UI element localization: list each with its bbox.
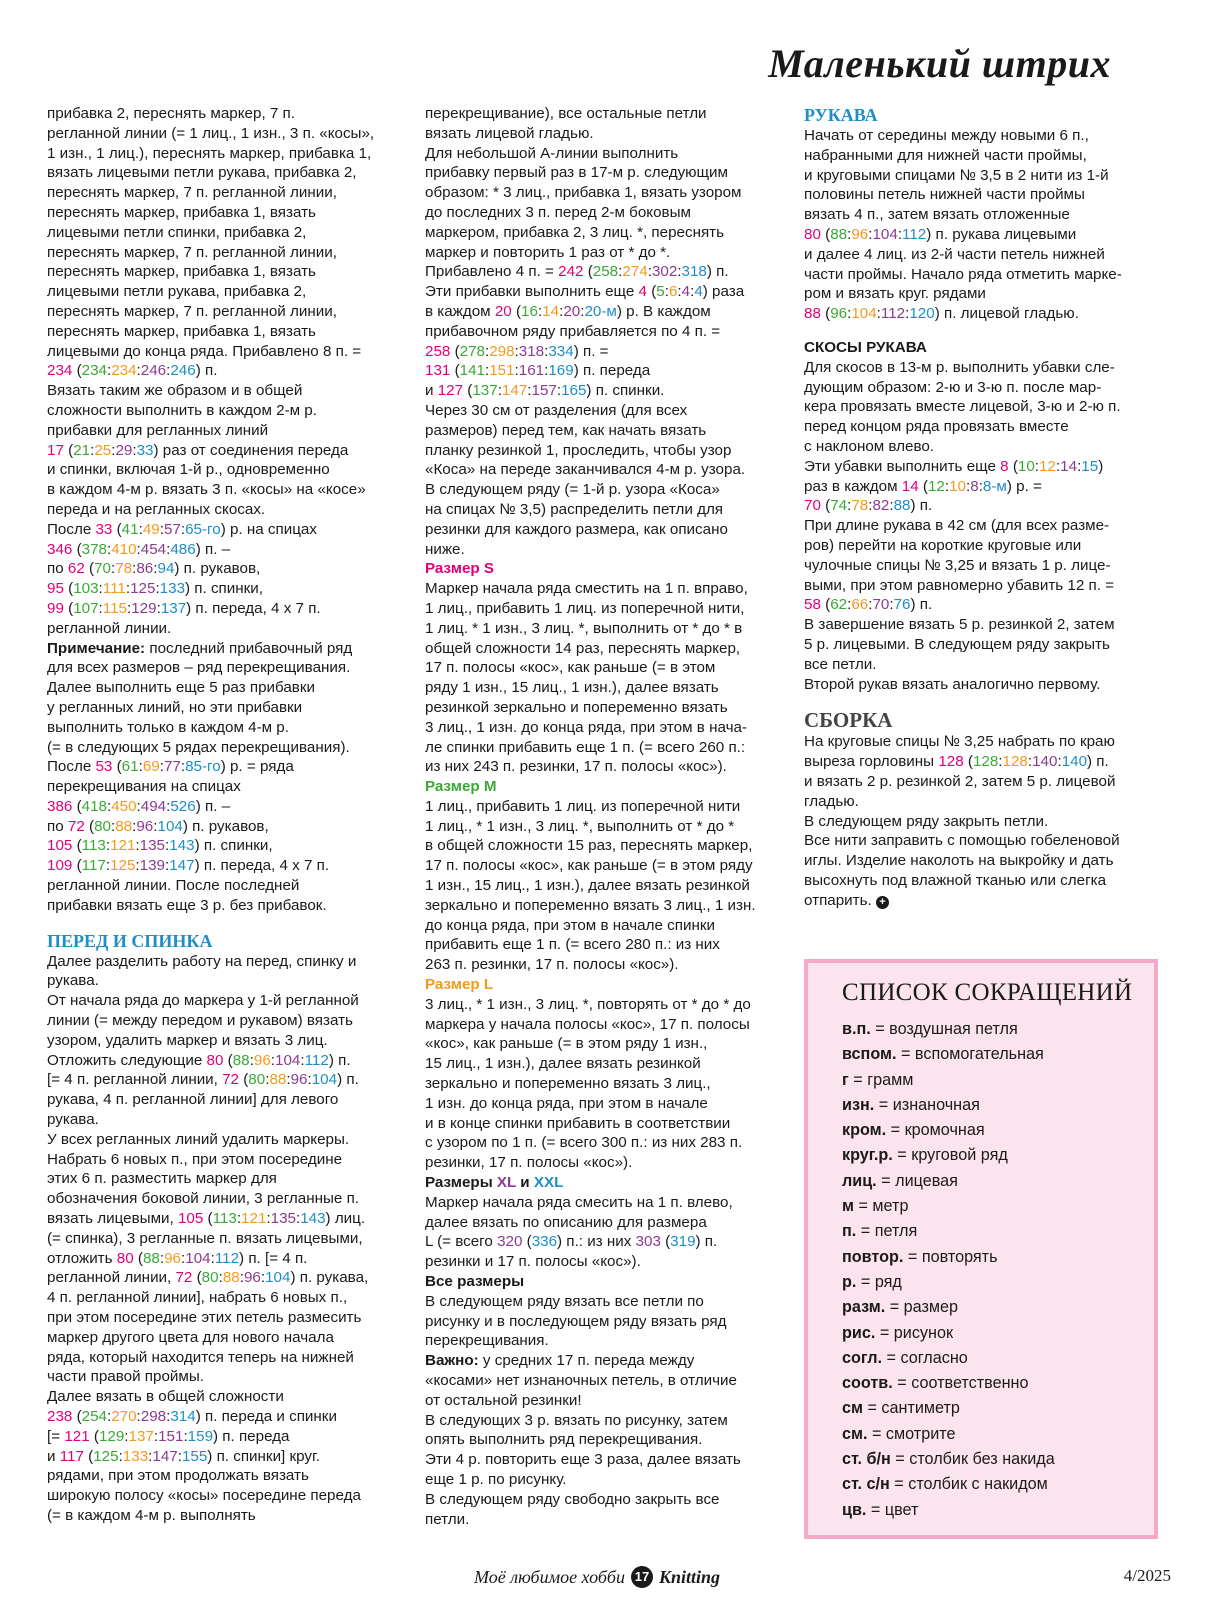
abbreviation-term: разм.: [842, 1298, 886, 1317]
abbreviation-row: [842, 1194, 1154, 1219]
issue-number: 4/2025: [1123, 1566, 1171, 1585]
abbreviation-term: п.: [842, 1222, 857, 1241]
label: и вязать 2 р. резинкой 2, затем 5 р. лицевой гладью. В следующем ряду закрыть петли. Все нити заправить с помощью гобеленовой иглы. Изделие наколоть на выкройку и дать высохнуть под влажной тканью или слегка отпарить.: [804, 772, 1120, 909]
abbreviation-term: повтор.: [842, 1247, 904, 1266]
size-heading-m: Размер M: [425, 778, 497, 796]
abbreviation-row: [842, 1321, 1154, 1346]
abbreviation-meaning: = рисунок: [875, 1323, 954, 1342]
column-3: [804, 104, 1170, 910]
abbreviation-row: [842, 1295, 1154, 1320]
note-text: последний прибавочный ряд для всех размеров – ряд перекрещивания. Далее выполнить еще 5 раз прибавки у регланных линий, но эти прибавки выполнить только в каждом 4-м р. (= в следующих 5 рядах перекрещивания).: [47, 639, 353, 756]
size-values: 238 (254:270:298:314) п. переда и спинки [= 121 (129:137:151:159) п. переда и 117 (125:133:147:155) п. спинки] круг.: [47, 1408, 337, 1465]
paragraph: и спинки, включая 1-й р., одновременно в каждом 4-м р. вязать 3 п. «косы» на «косе» переда и на регланных скосах.: [47, 461, 366, 518]
abbreviation-meaning: = сантиметр: [862, 1399, 960, 1418]
abbreviation-row: [842, 1245, 1154, 1270]
page-number: 17: [631, 1566, 653, 1588]
abbreviation-meaning: = цвет: [866, 1500, 919, 1519]
abbreviation-meaning: = метр: [853, 1197, 909, 1216]
important-text: у средних 17 п. переда между «косами» нет изнаночных петель, в отличие от остальной резинки! В следующих 3 р. вязать по рисунку, затем опять выполнить ряд перекрещивания. Эти 4 р. повторить еще 3 раза, далее вязать еще 1 р. по рисунку. В следующем ряду свободно закрыть все петли.: [425, 1352, 741, 1528]
size-values: Эти убавки выполнить еще 8 (10:12:14:15) раз в каждом 14 (12:10:8:8-м) р. = 70 (74:78:82:88) п.: [804, 457, 1104, 515]
abbreviation-row: [842, 1042, 1154, 1067]
label: и: [516, 1174, 534, 1192]
abbreviation-row: [842, 1447, 1154, 1472]
abbreviation-row: [842, 1093, 1154, 1118]
abbreviation-row: [842, 1346, 1154, 1371]
abbreviation-term: г: [842, 1070, 849, 1089]
size-heading-xl-xxl: [425, 1173, 787, 1193]
paragraph: (= спинка), 3 регланные п. вязать лицевыми,: [47, 1229, 363, 1247]
abbreviation-row: [842, 1143, 1154, 1168]
abbreviation-term: рис.: [842, 1323, 876, 1342]
size-values: отложить 80 (88:96:104:112) п. [= 4 п. регланной линии, 72 (80:88:96:104) п. рукава,: [47, 1249, 369, 1287]
subheading-sleeve-slopes: СКОСЫ РУКАВА: [804, 338, 927, 356]
page-title: Маленький штрих: [768, 41, 1111, 86]
abbreviation-row: [842, 1068, 1154, 1093]
paragraph: Начать от середины между новыми 6 п., набранными для нижней части проймы, и круговыми спицами № 3,5 в 2 нити из 1-й половины петель нижней части проймы вязать 4 п., затем вязать отложенные: [804, 127, 1109, 224]
abbreviation-row: [842, 1472, 1154, 1497]
abbreviation-row: [842, 1371, 1154, 1396]
paragraph: и далее 4 лиц. из 2-й части петель нижней части проймы. Начало ряда отметить марке- ром и вязать круг. рядами: [804, 245, 1122, 303]
section-heading-sleeves: РУКАВА: [804, 105, 878, 125]
paragraph: Через 30 см от разделения (для всех размеров) перед тем, как начать вязать планку резинкой 1, проследить, чтобы узор «Коса» на переде заканчивался 4-м р. узора. В следующем ряду (= 1-й р. узора «Коса» на спицах № 3,5) распределить петли для резинки для каждого размера, как описано ниже.: [425, 401, 746, 558]
abbreviation-term: вспом.: [842, 1045, 897, 1064]
abbreviation-term: круг.р.: [842, 1146, 893, 1165]
abbreviation-row: [842, 1017, 1154, 1042]
abbreviation-row: [842, 1219, 1154, 1244]
size-values: вязать лицевыми, 105 (113:121:135:143) лиц.: [47, 1210, 366, 1228]
abbreviation-term: м: [842, 1197, 854, 1216]
size-values: 17 (21:25:29:33) раз от соединения переда: [47, 441, 349, 459]
abbreviation-term: лиц.: [842, 1171, 877, 1190]
paragraph: Маркер начала ряда смесить на 1 п. влево, далее вязать по описанию для размера: [425, 1193, 733, 1231]
abbreviation-meaning: = петля: [856, 1222, 918, 1241]
column-1: [47, 104, 395, 1526]
label: На круговые спицы № 3,25 набрать по краю выреза горловины: [804, 733, 1115, 771]
abbreviation-meaning: = изнаночная: [874, 1095, 980, 1114]
paragraph: 1 лиц., прибавить 1 лиц. из поперечной нити 1 лиц., * 1 изн., 3 лиц. *, выполнить от * до * в общей сложности 15 раз, переснять маркер, 17 п. полосы «кос», как раньше (= в этом ряду 1 изн., 15 лиц., 1 изн.), далее вязать резинкой зеркально и попеременно вязать 3 лиц., 1 изн. до конца ряда, при этом в начале спинки прибавить еще 1 п. (= всего 280 п.: из них 263 п. резинки, 17 п. полосы «кос»).: [425, 797, 756, 974]
abbreviation-meaning: = кромочная: [886, 1121, 985, 1140]
abbreviation-term: см.: [842, 1424, 868, 1443]
abbreviation-term: ст. с/н: [842, 1475, 890, 1494]
abbreviation-row: [842, 1422, 1154, 1447]
note: [47, 639, 395, 758]
column-2: [425, 104, 787, 1529]
paragraph: Для скосов в 13-м р. выполнить убавки сле- дующим образом: 2-ю и 3-ю п. после мар- кера провязать вместе лицевой, 3-ю и 2-ю п. перед концом ряда провязать вместе с наклоном влево.: [804, 358, 1121, 455]
important-note: [425, 1351, 787, 1529]
abbreviation-meaning: = грамм: [848, 1070, 914, 1089]
brand-name: Knitting: [658, 1566, 721, 1587]
abbreviation-meaning: = повторять: [903, 1247, 998, 1266]
size-heading-s: Размер S: [425, 560, 495, 578]
abbreviations-title: СПИСОК СОКРАЩЕНИЙ: [842, 979, 1133, 1006]
size-values: После 53 (61:69:77:85-го) р. = ряда перекрещивания на спицах 386 (418:450:494:526) п. – по 72 (80:88:96:104) п. рукавов, 105 (113:121:135:143) п. спинки, 109 (117:125:139:147) п. переда, 4 х 7 п. регланной линии. После последней прибавки вязать еще 3 р. без прибавок.: [47, 758, 330, 914]
size-values: 234 (234:234:246:246) п.: [47, 362, 218, 380]
abbreviation-meaning: = воздушная петля: [870, 1020, 1018, 1038]
paragraph: [804, 772, 1170, 911]
abbreviation-meaning: = смотрите: [867, 1424, 956, 1443]
abbreviation-term: изн.: [842, 1095, 875, 1114]
abbreviation-meaning: = ряд: [856, 1272, 902, 1291]
paragraph: 4 п. регланной линии], набрать 6 новых п., при этом посередине этих петель размесить маркер другого цвета для нового начала ряда, который находится теперь на нижней части правой проймы. Далее вязать в общей сложности: [47, 1289, 362, 1406]
abbreviation-row: [842, 1270, 1154, 1295]
paragraph: В завершение вязать 5 р. резинкой 2, затем 5 р. лицевыми. В следующем ряду закрыть все петли. Второй рукав вязать аналогично первому.: [804, 616, 1115, 693]
paragraph: В следующем ряду вязать все петли по рисунку и в последующем ряду вязать ряд перекрещивания.: [425, 1292, 727, 1350]
label: XXL: [533, 1174, 564, 1192]
abbreviation-meaning: = столбик без накида: [890, 1450, 1055, 1469]
abbreviation-term: в.п.: [842, 1020, 871, 1038]
abbreviation-term: цв.: [842, 1500, 867, 1519]
size-values: Прибавлено 4 п. = 242 (258:274:302:318) п. Эти прибавки выполнить еще 4 (5:6:4:4) раза в каждом 20 (16:14:20:20-м) р. В каждом прибавочном ряду прибавляется по 4 п. = 258 (278:298:318:334) п. = 131 (141:151:161:169) п. переда и 127 (137:147:157:165) п. спинки.: [425, 263, 745, 400]
abbreviation-meaning: = столбик с накидом: [889, 1475, 1048, 1494]
paragraph: Вязать таким же образом и в общей сложности выполнить в каждом 2-м р. прибавки для регланных линий: [47, 382, 317, 439]
abbreviation-row: [842, 1118, 1154, 1143]
paragraph: рукава, 4 п. регланной линии] для левого рукава. У всех регланных линий удалить маркеры. Набрать 6 новых п., при этом посередине этих 6 п. разместить маркер для обозначения боковой линии, 3 регланные п.: [47, 1091, 360, 1208]
note-label: Примечание:: [47, 639, 146, 657]
abbreviation-meaning: = круговой ряд: [892, 1146, 1008, 1165]
size-values: L (= всего 320 (336) п.: из них 303 (319) п.: [425, 1233, 718, 1251]
label: XL: [496, 1174, 517, 1192]
size-values: Отложить следующие 80 (88:96:104:112) п. [= 4 п. регланной линии, 72 (80:88:96:104) п.: [47, 1051, 359, 1089]
abbreviation-term: см: [842, 1399, 863, 1418]
section-heading-assembly: СБОРКА: [804, 708, 893, 733]
size-values: 88 (96:104:112:120) п. лицевой гладью.: [804, 305, 1079, 323]
abbreviation-term: ст. б/н: [842, 1450, 891, 1469]
abbreviation-row: [842, 1169, 1154, 1194]
size-values: После 33 (41:49:57:65-го) р. на спицах 346 (378:410:454:486) п. – по 62 (70:78:86:94) п. рукавов, 95 (103:111:125:133) п. спинки, 99 (107:115:129:137) п. переда, 4 х 7 п. регланной линии.: [47, 520, 321, 637]
abbreviation-term: соотв.: [842, 1374, 893, 1393]
section-heading-front-back: ПЕРЕД И СПИНКА: [47, 930, 213, 951]
size-heading-l: Размер L: [425, 976, 494, 994]
abbreviation-meaning: = размер: [885, 1298, 959, 1317]
abbreviation-term: согл.: [842, 1348, 883, 1367]
footer: [474, 1566, 720, 1588]
size-values: 80 (88:96:104:112) п. рукава лицевыми: [804, 225, 1077, 243]
abbreviations-box: [804, 959, 1158, 1539]
paragraph: рядами, при этом продолжать вязать широкую полосу «косы» посередине переда (= в каждом 4-м р. выполнять: [47, 1467, 361, 1524]
paragraph: перекрещивание), все остальные петли вязать лицевой гладью. Для небольшой А-линии выполнить прибавку первый раз в 17-м р. следующим образом: * 3 лиц., прибавка 1, вязать узором до последних 3 п. перед 2-м боковым маркером, прибавка 2, 3 лиц. *, переснять маркер и повторить 1 раз от * до *.: [425, 105, 742, 261]
size-values: На круговые спицы № 3,25 набрать по краю выреза горловины 128 (128:128:140:140) п.: [804, 733, 1115, 771]
abbreviations-list: [842, 1017, 1154, 1523]
paragraph: прибавка 2, переснять маркер, 7 п. реглaнной линии (= 1 лиц., 1 изн., 3 п. «косы», 1 изн., 1 лиц.), переснять маркер, прибавка 1, вязать лицевыми петли рукава, прибавка 2, переснять маркер, 7 п. регланной линии, переснять маркер, прибавка 1, вязать лицевыми петли спинки, прибавка 2, переснять маркер, 7 п. регланной линии, переснять маркер, прибавка 1, вязать лицевыми петли рукава, прибавка 2, переснять маркер, 7 п. регланной линии, переснять маркер, прибавка 1, вязать лицевыми до конца ряда. Прибавлено 8 п. =: [47, 105, 375, 360]
abbreviation-meaning: = согласно: [882, 1348, 968, 1367]
end-mark-icon: +: [876, 896, 889, 909]
paragraph: 3 лиц., * 1 изн., 3 лиц. *, повторять от * до * до маркера у начала полосы «кос», 17 п. полосы «кос», как раньше (= в этом ряду 1 изн., 15 лиц., 1 изн.), далее вязать резинкой зеркально и попеременно вязать 3 лиц., 1 изн. до конца ряда, при этом в начале и в конце спинки прибавить в соответствии с узором по 1 п. (= всего 300 п.: из них 283 п. резинки, 17 п. полосы «кос»).: [425, 995, 751, 1172]
label: Размеры: [425, 1174, 497, 1192]
important-label: Важно:: [425, 1352, 479, 1370]
size-heading-all: Все размеры: [425, 1273, 525, 1291]
abbreviation-term: кром.: [842, 1121, 887, 1140]
magazine-name: Моё любимое хобби: [474, 1566, 625, 1587]
abbreviation-row: [842, 1498, 1154, 1523]
paragraph: При длине рукава в 42 см (для всех разме- ров) перейти на короткие круговые или чулочные спицы № 3,25 и вязать 1 р. лице- выми, при этом равномерно убавить 12 п. =: [804, 517, 1115, 594]
abbreviation-term: р.: [842, 1272, 857, 1291]
abbreviation-meaning: = лицевая: [876, 1171, 958, 1190]
abbreviation-meaning: = соответственно: [892, 1374, 1029, 1393]
abbreviation-row: [842, 1396, 1154, 1421]
size-values: 58 (62:66:70:76) п.: [804, 596, 933, 614]
paragraph: резинки и 17 п. полосы «кос»).: [425, 1253, 641, 1271]
abbreviation-meaning: = вспомогательная: [896, 1045, 1044, 1064]
paragraph: Далее разделить работу на перед, спинку и рукава. От начала ряда до маркера у 1-й регланной линии (= между передом и рукавом) вязать узором, удалить маркер и вязать 3 лиц.: [47, 952, 359, 1049]
paragraph: Маркер начала ряда сместить на 1 п. вправо, 1 лиц., прибавить 1 лиц. из поперечной нити, 1 лиц. * 1 изн., 3 лиц. *, выполнить от * до * в общей сложности 14 раз, переснять маркер, 17 п. полосы «кос», как раньше (= в этом ряду 1 изн., 15 лиц., 1 изн.), далее вязать резинкой зеркально и попеременно вязать 3 лиц., 1 изн. до конца ряда, при этом в нача- ле спинки прибавить еще 1 п. (= всего 260 п.: из них 243 п. резинки, 17 п. полосы «кос»).: [425, 580, 748, 776]
